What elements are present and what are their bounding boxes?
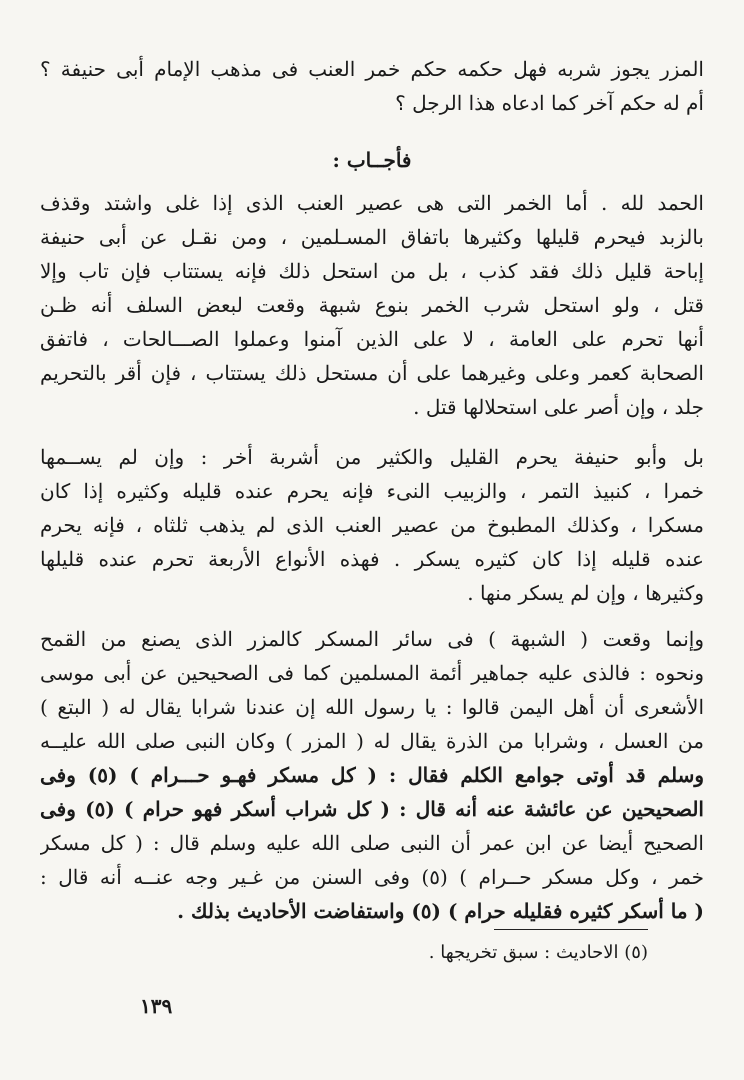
text-line: إباحة قليل ذلك فقد كذب ، بل من استحل ذلك فإنه يستتاب فإن تاب وإلا <box>40 259 704 283</box>
text-line: أنها تحرم على العامة ، لا على الذين آمنوا وعملوا الصـــالحات ، فاتفق <box>40 327 704 351</box>
answer-paragraph <box>40 186 704 424</box>
text-line: وإنما وقعت ( الشبهة ) فى سائر المسكر كالمزر الذى يصنع من القمح <box>40 627 704 651</box>
text-line: ( ما أسكر كثيره فقليله حرام ) (٥) واستفاضت الأحاديث بذلك . <box>177 899 704 923</box>
shubha-paragraph <box>40 622 704 928</box>
text-line: وسلم قد أوتى جوامع الكلم فقال : ( كل مسكر فهـو حـــرام ) (٥) وفى <box>40 763 704 787</box>
question-paragraph <box>40 52 704 120</box>
text-line: الحمد لله . أما الخمر التى هى عصير العنب الذى إذا غلى واشتد وقذف <box>40 191 704 215</box>
text-line: بالزبد فيحرم قليلها وكثيرها باتفاق المسـلمين ، ومن نقـل عن أبى حنيفة <box>40 225 704 249</box>
text-line: بل وأبو حنيفة يحرم القليل والكثير من أشربة أخر : وإن لم يســمها <box>40 445 704 469</box>
text-line: الصحيح أيضا عن ابن عمر أن النبى صلى الله عليه وسلم قال : ( كل مسكر <box>40 831 704 855</box>
text-line: من العسل ، وشرابا من الذرة يقال له ( المزر ) وكان النبى صلى الله عليــه <box>40 729 704 753</box>
page-number: ١٣٩ <box>140 994 173 1018</box>
answer-heading: فأجــاب : <box>332 148 412 172</box>
abu-hanifa-paragraph <box>40 440 704 610</box>
text-line: وكثيرها ، وإن لم يسكر منها . <box>467 581 704 605</box>
text-line: جلد ، وإن أصر على استحلالها قتل . <box>413 395 704 419</box>
text-line: أم له حكم آخر كما ادعاه هذا الرجل ؟ <box>395 91 704 115</box>
footnote: (٥) الاحاديث : سبق تخريجها . <box>428 942 648 963</box>
text-line: الأشعرى أن أهل اليمن قالوا : يا رسول الله إن عندنا شرابا يقال له ( البتع ) <box>40 695 704 719</box>
footnote-divider <box>494 929 648 930</box>
text-line: خمرا ، كنبيذ التمر ، والزبيب النىء فإنه يحرم عنده قليله وكثيره إذا كان <box>40 479 704 503</box>
text-line: مسكرا ، وكذلك المطبوخ من عصير العنب الذى لم يذهب ثلثاه ، فإنه يحرم <box>40 513 704 537</box>
text-line: الصحابة كعمر وعلى وغيرهما على أن مستحل ذلك يستتاب ، فإن أقر بالتحريم <box>40 361 704 385</box>
text-line: عنده قليله إذا كان كثيره يسكر . فهذه الأنواع الأربعة تحرم عنده قليلها <box>40 547 704 571</box>
text-line: ونحوه : فالذى عليه جماهير أئمة المسلمين كما فى الصحيحين عن أبى موسى <box>40 661 704 685</box>
text-line: قتل ، ولو استحل شرب الخمر بنوع شبهة وقعت لبعض السلف أنه ظـن <box>40 293 704 317</box>
text-line: الصحيحين عن عائشة عنه أنه قال : ( كل شراب أسكر فهو حرام ) (٥) وفى <box>40 797 704 821</box>
text-line: خمر ، وكل مسكر حــرام ) (٥) وفى السنن من غـير وجه عنــه أنه قال : <box>40 865 704 889</box>
text-line: المزر يجوز شربه فهل حكمه حكم خمر العنب فى مذهب الإمام أبى حنيفة ؟ <box>40 57 704 81</box>
